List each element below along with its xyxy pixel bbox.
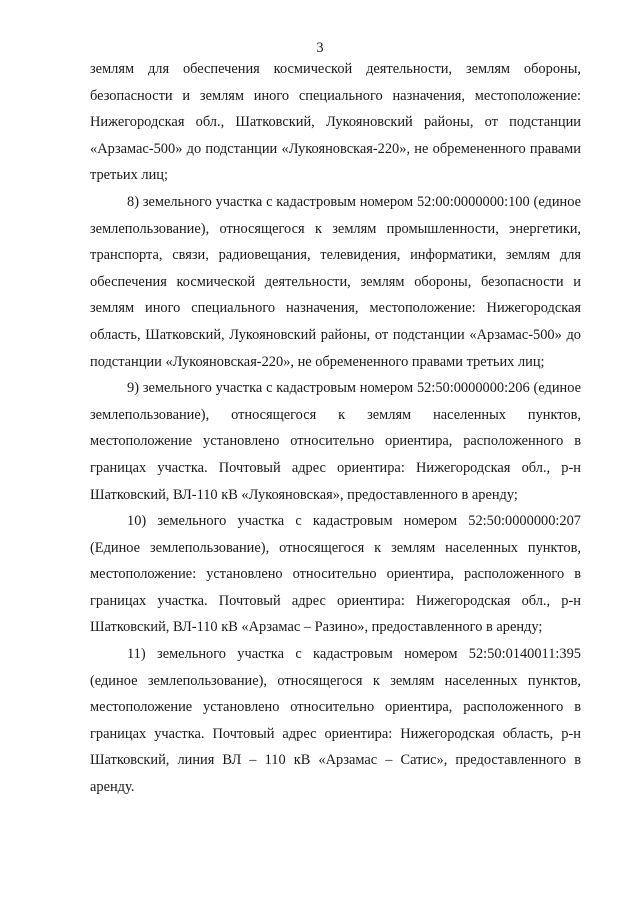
document-body bbox=[90, 56, 581, 801]
paragraph-item-8: 8) земельного участка с кадастровым номером 52:00:0000000:100 (единое землепользование), относящегося к землям промышленности, энергетики, транспорта, связи, радиовещания, телевидения, информатики, землям для обеспечения космической деятельности, землям обороны, безопасности и землям иного специального назначения, местоположение: Нижегородская область, Шатковский, Лукояновский районы, от подстанции «Арзамас-500» до подстанции «Лукояновская-220», не обремененного правами третьих лиц; bbox=[90, 193, 581, 370]
paragraph-item-11: 11) земельного участка с кадастровым номером 52:50:0140011:395 (единое землепользование), относящегося к землям населенных пунктов, местоположение установлено относительно ориентира, расположенного в границах участка. Почтовый адрес ориентира: Нижегородская область, р-н Шатковский, линия ВЛ – 110 кВ «Арзамас – Сатис», предоставленного в аренду. bbox=[90, 646, 581, 796]
paragraph-item-10: 10) земельного участка с кадастровым номером 52:50:0000000:207 (Единое землепользование), относящегося к землям населенных пунктов, местоположение: установлено относительно ориентира, расположенного в границах участка. Почтовый адрес ориентира: Нижегородская обл., р-н Шатковский, ВЛ-110 кВ «Арзамас – Разино», предоставленного в аренду; bbox=[90, 513, 581, 636]
page-number: 3 bbox=[316, 40, 324, 56]
paragraph-item-9: 9) земельного участка с кадастровым номером 52:50:0000000:206 (единое землепользование), относящегося к землям населенных пунктов, местоположение установлено относительно ориентира, расположенного в границах участка. Почтовый адрес ориентира: Нижегородская обл., р-н Шатковский, ВЛ-110 кВ «Лукояновская», предоставленного в аренду; bbox=[90, 380, 581, 503]
paragraph-continuation: землям для обеспечения космической деятельности, землям обороны, безопасности и землям иного специального назначения, местоположение: Нижегородская обл., Шатковский, Лукояновский районы, от подстанции «Арзамас-500» до подстанции «Лукояновская-220», не обремененного правами третьих лиц; bbox=[90, 61, 581, 184]
